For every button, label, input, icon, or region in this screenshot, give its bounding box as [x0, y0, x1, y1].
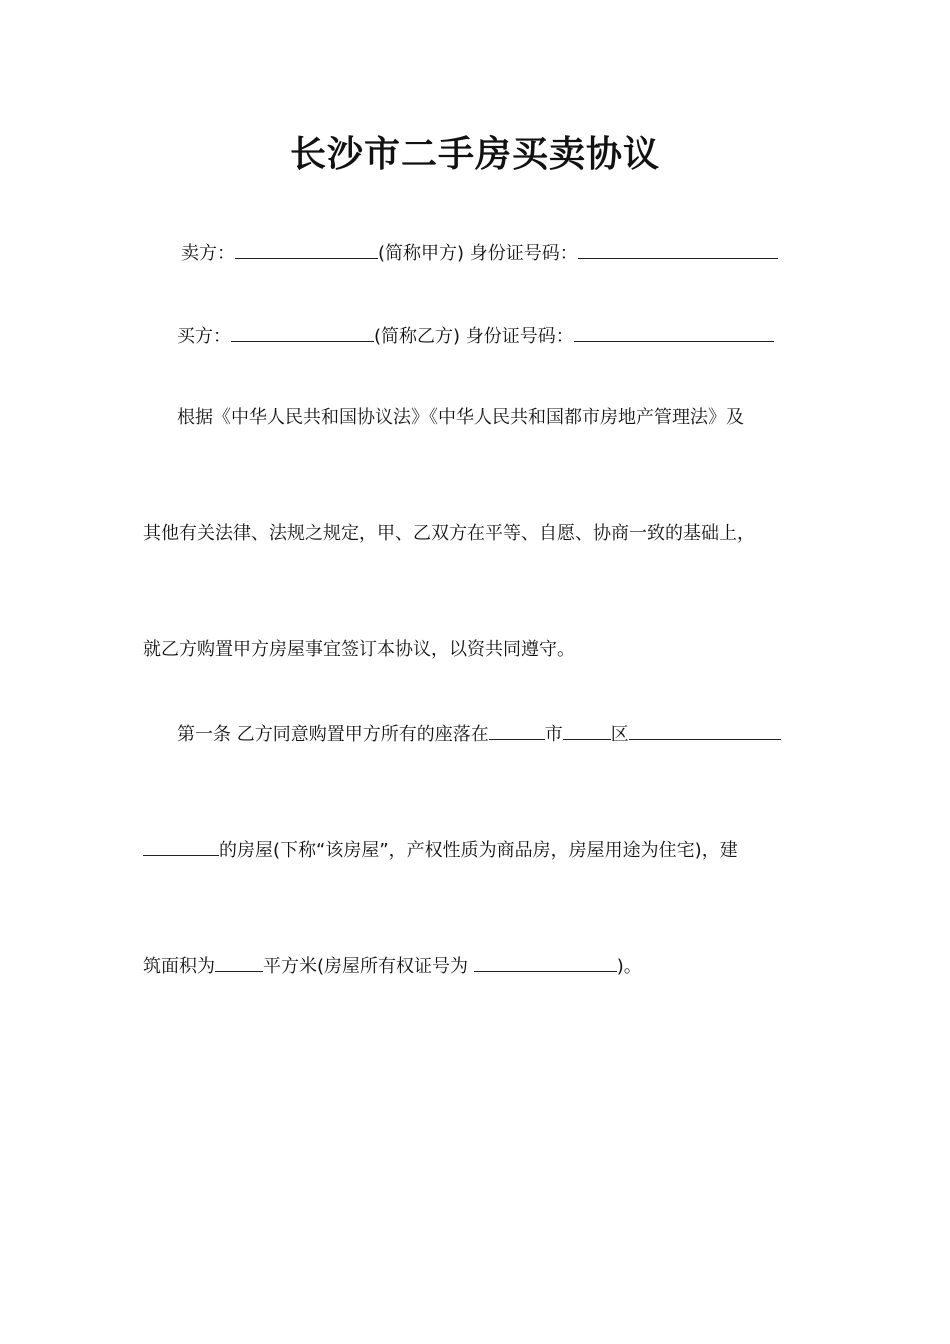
- article1-line1: [177, 721, 781, 747]
- article1-text-district: 区: [610, 724, 629, 745]
- address-blank: [629, 721, 781, 740]
- article1-line2: [143, 837, 738, 863]
- address-blank-cont: [143, 837, 219, 856]
- article1-text-a: 第一条 乙方同意购置甲方所有的座落在: [177, 724, 489, 745]
- seller-mid-text: (简称甲方) 身份证号码：: [378, 243, 578, 264]
- buyer-id-blank: [574, 323, 774, 342]
- para1-line1: 根据《中华人民共和国协议法》《中华人民共和国都市房地产管理法》及: [177, 407, 744, 428]
- seller-line: [181, 240, 778, 266]
- seller-label: 卖方：: [181, 243, 235, 264]
- buyer-label: 买方：: [177, 326, 231, 347]
- para1-line2: 其他有关法律、法规之规定，甲、乙双方在平等、自愿、协商一致的基础上，: [143, 523, 755, 544]
- buyer-line: [177, 323, 774, 349]
- article1-text-area-label: 筑面积为: [143, 956, 215, 977]
- district-blank: [563, 721, 611, 740]
- article1-text-cert-label: 平方米(房屋所有权证号为: [263, 956, 474, 977]
- document-title: 长沙市二手房买卖协议: [289, 133, 660, 175]
- buyer-mid-text: (简称乙方) 身份证号码：: [374, 326, 574, 347]
- buyer-name-blank: [231, 323, 374, 342]
- article1-text-city: 市: [544, 724, 563, 745]
- certificate-number-blank: [474, 953, 617, 972]
- area-blank: [215, 953, 263, 972]
- seller-id-blank: [578, 240, 778, 259]
- city-blank: [489, 721, 545, 740]
- article1-line3: [143, 953, 642, 979]
- article1-text-line2: 的房屋(下称“该房屋”，产权性质为商品房，房屋用途为住宅)，建: [219, 840, 738, 861]
- article1-text-end: )。: [616, 956, 642, 977]
- seller-name-blank: [235, 240, 378, 259]
- para1-line3: 就乙方购置甲方房屋事宜签订本协议，以资共同遵守。: [143, 639, 575, 660]
